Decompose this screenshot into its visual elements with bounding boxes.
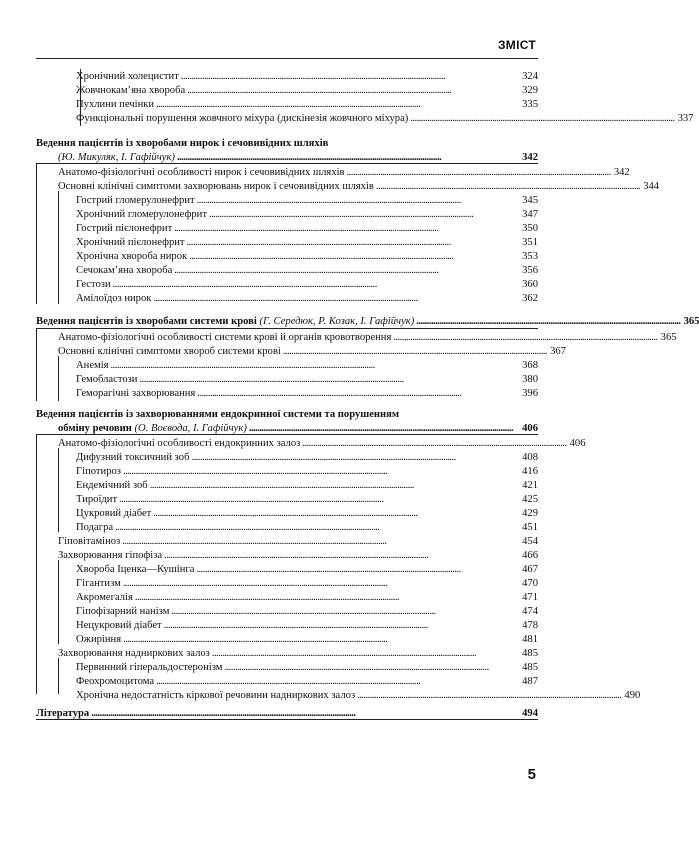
toc-entry-title: Гемобластози xyxy=(76,374,138,385)
toc-entry-page: 416 xyxy=(522,466,538,477)
toc-entry-title: Сечокам’яна хвороба xyxy=(76,265,173,276)
leader-dots xyxy=(139,373,518,386)
toc-entry-title: Феохромоцитома xyxy=(76,676,155,687)
toc-entry-page: 470 xyxy=(522,578,538,589)
toc-entry-page: 324 xyxy=(522,71,538,82)
leader-dots xyxy=(187,236,518,249)
toc-entry-page: 478 xyxy=(522,620,538,631)
toc-entry-page: 344 xyxy=(643,181,660,192)
section-title: обміну речовин xyxy=(58,423,132,434)
toc-entry[interactable] xyxy=(36,647,538,660)
toc-entry[interactable] xyxy=(36,208,538,221)
toc-entry-page: 345 xyxy=(522,195,538,206)
toc-entry-page: 365 xyxy=(660,332,677,343)
toc-entry[interactable] xyxy=(36,236,538,249)
authors-paren-open: ( xyxy=(131,423,139,434)
toc-entry-title: Нецукровий діабет xyxy=(76,620,162,631)
toc-entry[interactable] xyxy=(36,591,538,604)
toc-entry-title: Ожиріння xyxy=(76,634,122,645)
section-page: 406 xyxy=(522,423,538,434)
leader-dots xyxy=(347,166,610,179)
toc-entry-page: 360 xyxy=(522,279,538,290)
section-page: 365 xyxy=(683,316,699,327)
toc-entry[interactable] xyxy=(36,112,694,125)
toc-entry[interactable] xyxy=(36,70,538,83)
page-number: 5 xyxy=(527,766,536,783)
leader-dots xyxy=(209,208,518,221)
toc-entry-page: 467 xyxy=(522,564,538,575)
leader-dots xyxy=(153,292,518,305)
leader-dots xyxy=(410,112,673,125)
toc-entry-title: Акромегалія xyxy=(76,592,133,603)
leader-dots xyxy=(196,563,518,576)
toc-entry-page: 485 xyxy=(522,662,538,673)
toc-entry-page: 406 xyxy=(569,438,586,449)
section-rule xyxy=(36,719,538,720)
leader-dots xyxy=(171,605,518,618)
toc-entry-title: Гіповітаміноз xyxy=(58,536,121,547)
toc-entry[interactable] xyxy=(36,250,538,263)
toc-entry[interactable] xyxy=(36,387,538,400)
leader-dots xyxy=(122,535,518,548)
leader-dots xyxy=(212,647,518,660)
leader-dots xyxy=(376,180,639,193)
toc-entry[interactable] xyxy=(36,264,538,277)
section-page: 342 xyxy=(522,152,538,163)
toc-entry[interactable] xyxy=(36,549,538,562)
section-title-kidney[interactable]: Ведення пацієнтів із хворобами нирок і сечовивідних шляхів xyxy=(36,138,329,149)
toc-entry-page: 429 xyxy=(522,508,538,519)
authors-paren-open: ( xyxy=(256,316,264,327)
header-rule xyxy=(36,58,538,59)
toc-entry[interactable] xyxy=(36,605,538,618)
toc-entry-title: Хронічний холецистит xyxy=(76,71,179,82)
toc-entry-title: Хвороба Іценка—Кушінга xyxy=(76,564,195,575)
section-rule xyxy=(36,328,538,329)
leader-dots xyxy=(197,387,518,400)
toc-entry[interactable] xyxy=(36,479,538,492)
toc-entry[interactable] xyxy=(36,451,538,464)
toc-entry-title: Гіпотироз xyxy=(76,466,121,477)
toc-entry-page: 408 xyxy=(522,452,538,463)
authors-paren-open: ( xyxy=(58,152,62,163)
leader-dots xyxy=(224,661,518,674)
toc-entry-title: Гострий пієлонефрит xyxy=(76,223,173,234)
section-title-blood[interactable] xyxy=(36,315,699,328)
toc-entry-page: 351 xyxy=(522,237,538,248)
section-rule xyxy=(36,163,538,164)
toc-entry-title: Гестози xyxy=(76,279,111,290)
leader-dots xyxy=(123,633,518,646)
toc-entry-title: Цукровий діабет xyxy=(76,508,152,519)
toc-entry[interactable] xyxy=(36,166,630,179)
toc-entry-title: Жовчнокам’яна хвороба xyxy=(76,85,186,96)
leader-dots xyxy=(197,194,518,207)
literature-page: 494 xyxy=(522,708,538,719)
literature-title: Література xyxy=(36,708,90,719)
leader-dots xyxy=(174,222,518,235)
leader-dots xyxy=(191,451,518,464)
section-title: Ведення пацієнтів із хворобами системи крові xyxy=(36,316,257,327)
toc-entry[interactable] xyxy=(36,437,586,450)
toc-entry[interactable] xyxy=(36,633,538,646)
leader-dots xyxy=(187,84,518,97)
toc-entry-title: Функціональні порушення жовчного міхура (дискінезія жовчного міхура) xyxy=(76,113,409,124)
toc-entry-page: 485 xyxy=(522,648,538,659)
toc-entry-page: 487 xyxy=(522,676,538,687)
toc-entry-page: 353 xyxy=(522,251,538,262)
section-authors: Ю. Микуляк, І. Гафійчук xyxy=(61,152,172,163)
toc-entry-title: Ендемічний зоб xyxy=(76,480,148,491)
leader-dots xyxy=(150,479,518,492)
toc-entry[interactable] xyxy=(36,345,566,358)
toc-entry-title: Дифузний токсичний зоб xyxy=(76,452,190,463)
section-authors: О. Воєвода, І. Гафійчук xyxy=(138,423,244,434)
leader-dots xyxy=(357,689,620,702)
leader-dots xyxy=(164,549,518,562)
leader-dots xyxy=(181,70,518,83)
toc-entry[interactable] xyxy=(36,373,538,386)
toc-entry-page: 466 xyxy=(522,550,538,561)
toc-entry[interactable] xyxy=(36,84,538,97)
toc-entry[interactable] xyxy=(36,661,538,674)
section-authors: Г. Середюк, Р. Козак, І. Гафійчук xyxy=(263,316,411,327)
toc-entry[interactable] xyxy=(36,278,538,291)
toc-entry[interactable] xyxy=(36,577,538,590)
authors-paren-close: ) xyxy=(171,152,175,163)
toc-entry-page: 368 xyxy=(522,360,538,371)
toc-entry-title: Гострий гломерулонефрит xyxy=(76,195,195,206)
leader-dots xyxy=(174,264,518,277)
leader-dots xyxy=(416,315,679,328)
toc-entry-title: Хронічний гломерулонефрит xyxy=(76,209,207,220)
leader-dots xyxy=(135,591,518,604)
toc-entry-page: 490 xyxy=(624,690,641,701)
toc-entry[interactable] xyxy=(36,359,538,372)
toc-entry-page: 396 xyxy=(522,388,538,399)
toc-entry[interactable] xyxy=(36,98,538,111)
toc-entry-page: 454 xyxy=(522,536,538,547)
toc-entry[interactable] xyxy=(36,521,538,534)
toc-entry[interactable] xyxy=(36,619,538,632)
toc-entry-title: Пухлини печінки xyxy=(76,99,155,110)
toc-entry-page: 329 xyxy=(522,85,538,96)
toc-entry[interactable] xyxy=(36,292,538,305)
toc-entry-page: 350 xyxy=(522,223,538,234)
toc-entry-title: Первинний гіперальдостеронізм xyxy=(76,662,223,673)
toc-entry-page: 421 xyxy=(522,480,538,491)
running-header: ЗМІСТ xyxy=(497,38,536,52)
leader-dots xyxy=(111,359,518,372)
toc-entry[interactable] xyxy=(36,465,538,478)
toc-entry[interactable] xyxy=(36,180,660,193)
toc-entry-page: 347 xyxy=(522,209,538,220)
toc-entry-title: Хронічна недостатність кіркової речовини надниркових залоз xyxy=(76,690,356,701)
toc-entry[interactable] xyxy=(36,222,538,235)
toc-entry[interactable] xyxy=(36,563,538,576)
toc-entry[interactable] xyxy=(36,493,538,506)
toc-entry-title: Гігантизм xyxy=(76,578,121,589)
leader-dots xyxy=(115,521,518,534)
toc-entry-title: Тироїдит xyxy=(76,494,118,505)
leader-dots xyxy=(119,493,518,506)
toc-entry-page: 342 xyxy=(613,167,630,178)
toc-entry-title: Амілоїдоз нирок xyxy=(76,293,152,304)
toc-entry-page: 474 xyxy=(522,606,538,617)
toc-entry[interactable] xyxy=(36,507,538,520)
authors-paren-close: ) xyxy=(243,423,247,434)
toc-entry-page: 451 xyxy=(522,522,538,533)
toc-entry-page: 367 xyxy=(550,346,566,357)
toc-entry-title: Хронічний пієлонефрит xyxy=(76,237,185,248)
toc-entry-title: Захворювання гіпофіза xyxy=(58,550,163,561)
toc-entry[interactable] xyxy=(36,535,538,548)
section-rule xyxy=(36,434,538,435)
toc-entry-title: Подагра xyxy=(76,522,114,533)
leader-dots xyxy=(393,331,656,344)
leader-dots xyxy=(302,437,565,450)
toc-entry[interactable] xyxy=(36,331,677,344)
leader-dots xyxy=(283,345,546,358)
leader-dots xyxy=(113,278,518,291)
toc-entry-title: Анатомо-фізіологічні особливості нирок і сечовивідних шляхів xyxy=(58,167,345,178)
leader-dots xyxy=(156,675,518,688)
toc-entry-page: 425 xyxy=(522,494,538,505)
leader-dots xyxy=(123,577,518,590)
toc-entry-page: 362 xyxy=(522,293,538,304)
leader-dots xyxy=(189,250,518,263)
toc-entry-title: Основні клінічні симптоми хвороб системи крові xyxy=(58,346,281,357)
leader-dots xyxy=(156,98,518,111)
toc-entry[interactable] xyxy=(36,675,538,688)
toc-entry[interactable] xyxy=(36,194,538,207)
toc-entry-page: 337 xyxy=(677,113,694,124)
leader-dots xyxy=(123,465,518,478)
toc-entry-page: 471 xyxy=(522,592,538,603)
toc-entry-title: Геморагічні захворювання xyxy=(76,388,196,399)
toc-entry-title: Захворювання надниркових залоз xyxy=(58,648,210,659)
toc-entry-title: Анатомо-фізіологічні особливості ендокринних залоз xyxy=(58,438,301,449)
toc-entry[interactable] xyxy=(36,689,641,702)
toc-entry-page: 335 xyxy=(522,99,538,110)
authors-paren-close: ) xyxy=(410,316,415,327)
toc-entry-page: 356 xyxy=(522,265,538,276)
toc-entry-title: Хронічна хвороба нирок xyxy=(76,251,188,262)
toc-entry-title: Анатомо-фізіологічні особливості системи крові й органів кровотворення xyxy=(58,332,392,343)
toc-entry-page: 481 xyxy=(522,634,538,645)
toc-entry-title: Анемія xyxy=(76,360,109,371)
section-title-endocrine[interactable]: Ведення пацієнтів із захворюваннями ендокринної системи та порушенням xyxy=(36,409,400,420)
leader-dots xyxy=(164,619,518,632)
toc-entry-page: 380 xyxy=(522,374,538,385)
toc-entry-title: Гіпофізарний нанізм xyxy=(76,606,170,617)
toc-entry-title: Основні клінічні симптоми захворювань нирок і сечовивідних шляхів xyxy=(58,181,374,192)
leader-dots xyxy=(153,507,518,520)
